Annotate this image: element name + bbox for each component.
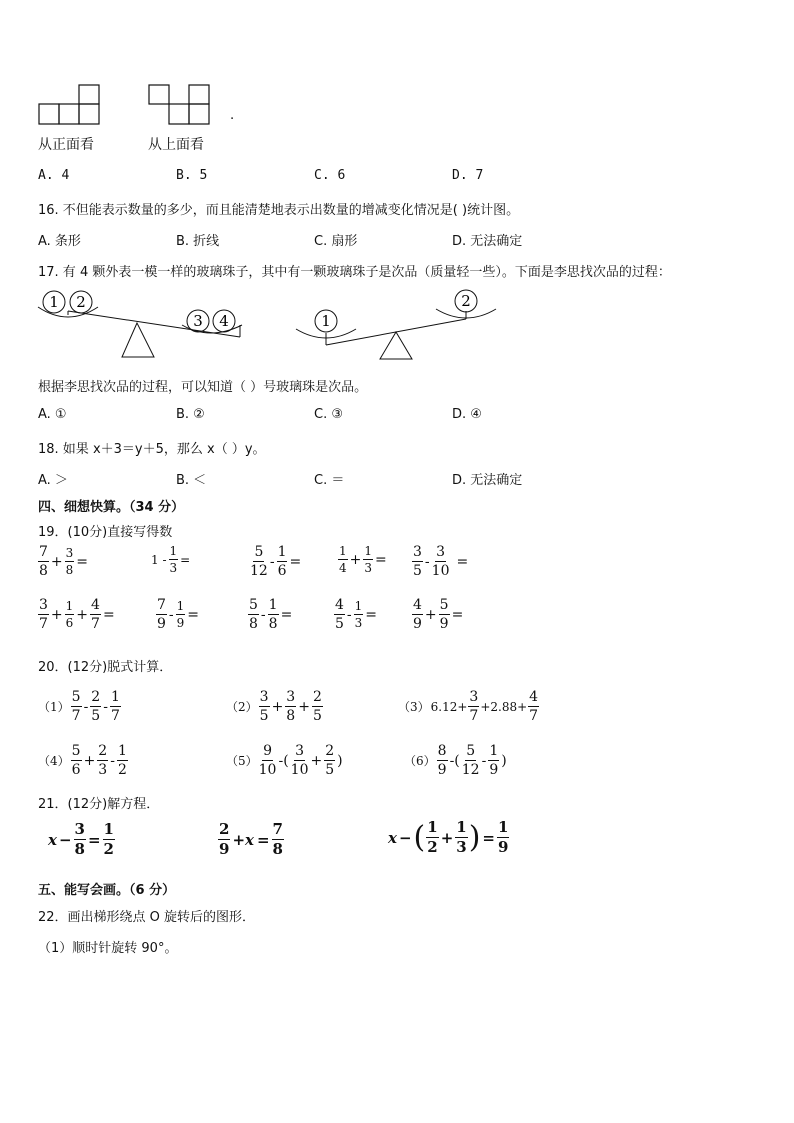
q15-option-d[interactable]: D. 7 bbox=[452, 168, 484, 183]
q22-title: 22．画出梯形绕点 O 旋转后的图形． bbox=[38, 910, 256, 925]
q20-problem-2: （2） $\frac{3}{5}$ + $\frac{3}{8}$ + $\frac{2}{5}$ bbox=[226, 689, 322, 724]
q17-option-d[interactable]: D. ④ bbox=[452, 407, 482, 422]
bead-label: 3 bbox=[193, 312, 203, 330]
section4-title: 四、细想快算。（34 分） bbox=[38, 500, 185, 515]
q20-problem-3: （3） 6.12+ $\frac{3}{7}$ +2.88+ $\frac{4}{7}$ bbox=[398, 689, 539, 724]
q21-title: 21．(12分)解方程． bbox=[38, 797, 160, 812]
top-view-caption: 从上面看 bbox=[148, 137, 204, 153]
top-view-figure bbox=[148, 84, 212, 126]
scale2-fulcrum bbox=[380, 332, 412, 359]
q19-r1c5: $\frac{3}{5}$ - $\frac{3}{10}$ = bbox=[413, 544, 469, 579]
q19-r1c4: $\frac{1}{4}$ + $\frac{1}{3}$ = bbox=[339, 544, 387, 575]
q21-equation-2: $\frac{2}{9}$ +x = $\frac{7}{8}$ bbox=[219, 820, 283, 858]
q17-option-a[interactable]: A. ① bbox=[38, 407, 67, 422]
q21-equation-3: x − ( $\frac{1}{2}$ + $\frac{1}{3}$ ) = $\frac{1}{9}$ bbox=[388, 818, 509, 856]
trailing-dot: . bbox=[230, 108, 235, 123]
front-view-figure bbox=[38, 84, 102, 126]
q19-r1c3: $\frac{5}{12}$ - $\frac{1}{6}$ = bbox=[250, 544, 302, 579]
q15-option-b[interactable]: B. 5 bbox=[176, 168, 208, 183]
front-view-caption: 从正面看 bbox=[38, 137, 94, 153]
q19-r1c2: 1 - $\frac{1}{3}$ = bbox=[151, 544, 191, 575]
q20-title: 20．(12分)脱式计算． bbox=[38, 660, 173, 675]
q18-option-c[interactable]: C. ＝ bbox=[314, 473, 345, 488]
q19-r2c2: $\frac{7}{9}$ - $\frac{1}{9}$ = bbox=[157, 597, 200, 632]
q16-option-a[interactable]: A. 条形 bbox=[38, 234, 81, 249]
bead-label: 2 bbox=[76, 293, 86, 311]
q15-option-c[interactable]: C. 6 bbox=[314, 168, 346, 183]
q19-r2c4: $\frac{4}{5}$ - $\frac{1}{3}$ = bbox=[335, 597, 378, 632]
q17-option-c[interactable]: C. ③ bbox=[314, 407, 343, 422]
q20-problem-6: （6） $\frac{8}{9}$ -( $\frac{5}{12}$ - $\frac{1}{9}$ ) bbox=[404, 743, 507, 778]
section5-title: 五、能写会画。（6 分） bbox=[38, 883, 176, 898]
q16-question: 16. 不但能表示数量的多少，而且能清楚地表示出数量的增减变化情况是( )统计图。 bbox=[38, 203, 520, 218]
q15-option-a[interactable]: A. 4 bbox=[38, 168, 70, 183]
q16-option-b[interactable]: B. 折线 bbox=[176, 234, 220, 249]
q19-r2c5: $\frac{4}{9}$ + $\frac{5}{9}$ = bbox=[413, 597, 464, 632]
q20-problem-1: （1） $\frac{5}{7}$ - $\frac{2}{5}$ - $\frac{1}{7}$ bbox=[38, 689, 120, 724]
q18-question: 18. 如果 x＋3＝y＋5，那么 x（ ）y。 bbox=[38, 442, 266, 457]
q19-r2c3: $\frac{5}{8}$ - $\frac{1}{8}$ = bbox=[249, 597, 293, 632]
q18-option-a[interactable]: A. ＞ bbox=[38, 473, 68, 488]
q20-problem-4: （4） $\frac{5}{6}$ + $\frac{2}{3}$ - $\frac{1}{2}$ bbox=[38, 743, 127, 778]
bead-label: 4 bbox=[219, 312, 229, 330]
q16-option-c[interactable]: C. 扇形 bbox=[314, 234, 358, 249]
q19-r1c1: $\frac{7}{8}$ + $\frac{3}{8}$ = bbox=[39, 544, 89, 579]
bead-label: 1 bbox=[49, 293, 59, 311]
scale1-fulcrum bbox=[122, 323, 154, 357]
q20-problem-5: （5） $\frac{9}{10}$ -( $\frac{3}{10}$ + $\frac{2}{5}$ ) bbox=[226, 743, 343, 778]
q18-option-b[interactable]: B. ＜ bbox=[176, 473, 207, 488]
q18-option-d[interactable]: D. 无法确定 bbox=[452, 473, 523, 488]
q21-equation-1: x − $\frac{3}{8}$ = $\frac{1}{2}$ bbox=[48, 820, 114, 858]
q19-r2c1: $\frac{3}{7}$ + $\frac{1}{6}$ + $\frac{4}{7}$ = bbox=[39, 597, 115, 632]
q17-question: 17. 有 4 颗外表一模一样的玻璃珠子，其中有一颗玻璃珠子是次品（质量轻一些）。下面是李思找次品的过程： bbox=[38, 265, 671, 280]
q17-followup: 根据李思找次品的过程，可以知道（ ）号玻璃珠是次品。 bbox=[38, 380, 368, 395]
q17-option-b[interactable]: B. ② bbox=[176, 407, 205, 422]
q16-option-d[interactable]: D. 无法确定 bbox=[452, 234, 523, 249]
balance-scales-diagram bbox=[30, 285, 510, 365]
q22-sub1: （1）顺时针旋转 90°。 bbox=[38, 941, 178, 956]
q19-title: 19．(10分)直接写得数 bbox=[38, 525, 173, 540]
bead-label: 1 bbox=[321, 312, 331, 330]
bead-label: 2 bbox=[461, 292, 471, 310]
